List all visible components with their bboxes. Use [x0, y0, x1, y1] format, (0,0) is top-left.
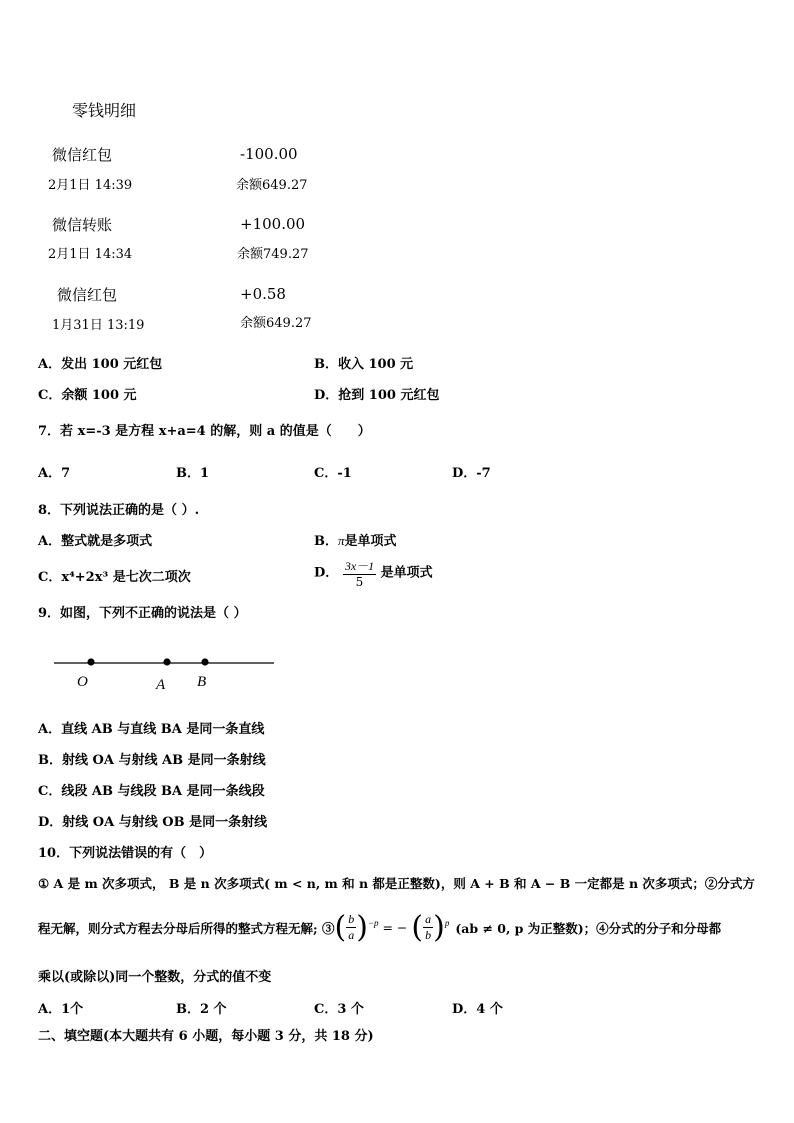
q10-line-2-b: (ab ≠ 0, p 为正整数)；④分式的分子和分母都: [455, 920, 722, 936]
q9-option-b[interactable]: B．射线 OA 与射线 AB 是同一条射线: [38, 753, 266, 768]
wallet-entry-1-name: 微信红包: [52, 146, 113, 164]
q8-option-a[interactable]: A．整式就是多项式: [38, 534, 153, 549]
wallet-entry-3-amount: +0.58: [240, 285, 286, 303]
q8-option-d[interactable]: [314, 557, 433, 589]
wallet-entry-1-amount: -100.00: [240, 145, 298, 163]
q7-option-b[interactable]: B．1: [176, 466, 210, 481]
fraction-numerator: 3x－1: [344, 559, 375, 573]
q10-line-2: [38, 910, 721, 945]
q7-option-d[interactable]: D．-7: [452, 466, 491, 481]
wallet-entry-2-name: 微信转账: [52, 216, 113, 234]
q10-option-a[interactable]: A．1个: [38, 1002, 84, 1017]
q7-stem: 7．若 x=-3 是方程 x+a=4 的解，则 a 的值是（ ）: [38, 424, 371, 439]
wallet-entry-2-amount: +100.00: [240, 215, 306, 233]
q8-option-c[interactable]: C．x⁴+2x³ 是七次二项次: [38, 570, 191, 585]
wallet-entry-2-balance: 余额749.27: [237, 247, 309, 262]
pi-symbol: π: [338, 533, 345, 548]
wallet-entry-1-time: 2月1日 14:39: [48, 178, 133, 193]
label-o: O: [77, 674, 88, 690]
q7-option-a[interactable]: A．7: [38, 466, 71, 481]
fraction-denominator: 5: [355, 575, 364, 589]
label-b: B: [197, 674, 207, 690]
point-o: [87, 658, 94, 665]
q8-option-d-label: D．: [314, 565, 339, 581]
point-a: [163, 658, 170, 665]
q6-option-d[interactable]: D．抢到 100 元红包: [314, 388, 440, 403]
q8-option-b-label: B．: [314, 534, 338, 549]
fraction: [343, 557, 376, 589]
q10-line-2-a: 程无解，则分式方程去分母后所得的整式方程无解; ③: [38, 920, 335, 936]
q9-option-a[interactable]: A．直线 AB 与直线 BA 是同一条直线: [38, 722, 265, 737]
q8-option-b[interactable]: [314, 530, 397, 549]
wallet-entry-1-balance: 余额649.27: [236, 178, 308, 193]
q8-option-b-text: 是单项式: [344, 534, 397, 549]
wallet-entry-3-balance: 余额649.27: [240, 316, 312, 331]
q8-stem: 8．下列说法正确的是（ ）.: [38, 503, 200, 518]
q9-option-d[interactable]: D．射线 OA 与射线 OB 是同一条射线: [38, 815, 268, 830]
q6-option-a[interactable]: A．发出 100 元红包: [38, 357, 163, 372]
power-expression-left: ( $\frac{b}{a}$ )$^{-p}$: [334, 910, 379, 945]
q10-option-b[interactable]: B．2 个: [176, 1002, 227, 1017]
q10-line-3: 乘以(或除以)同一个整数，分式的值不变: [38, 970, 272, 985]
q8-option-d-text: 是单项式: [380, 565, 433, 581]
q10-line-1: ① A 是 m 次多项式， B 是 n 次多项式( m < n, m 和 n 都是正整数)，则 A + B 和 A − B 一定都是 n 次多项式；②分式方: [38, 876, 755, 891]
power-expression-right: ( $\frac{a}{b}$ )$^p$: [411, 910, 450, 945]
wallet-entry-3-time: 1月31日 13:19: [52, 318, 145, 333]
q10-option-c[interactable]: C．3 个: [314, 1002, 364, 1017]
q10-stem: 10．下列说法错误的有（ ）: [38, 846, 213, 861]
point-b: [201, 658, 208, 665]
q6-option-b[interactable]: B．收入 100 元: [314, 357, 414, 372]
wallet-title: 零钱明细: [72, 101, 137, 120]
label-a: A: [156, 677, 166, 693]
section-2-heading: 二、填空题(本大题共有 6 小题，每小题 3 分，共 18 分): [38, 1029, 374, 1044]
q9-option-c[interactable]: C．线段 AB 与线段 BA 是同一条线段: [38, 784, 265, 799]
equals-sign: = −: [382, 920, 408, 935]
wallet-entry-2-time: 2月1日 14:34: [48, 247, 133, 262]
q10-option-d[interactable]: D．4 个: [452, 1002, 503, 1017]
q6-option-c[interactable]: C．余额 100 元: [38, 388, 137, 403]
wallet-entry-3-name: 微信红包: [57, 286, 118, 304]
q9-stem: 9．如图，下列不正确的说法是（ ）: [38, 606, 247, 621]
q7-option-c[interactable]: C．-1: [314, 466, 352, 481]
